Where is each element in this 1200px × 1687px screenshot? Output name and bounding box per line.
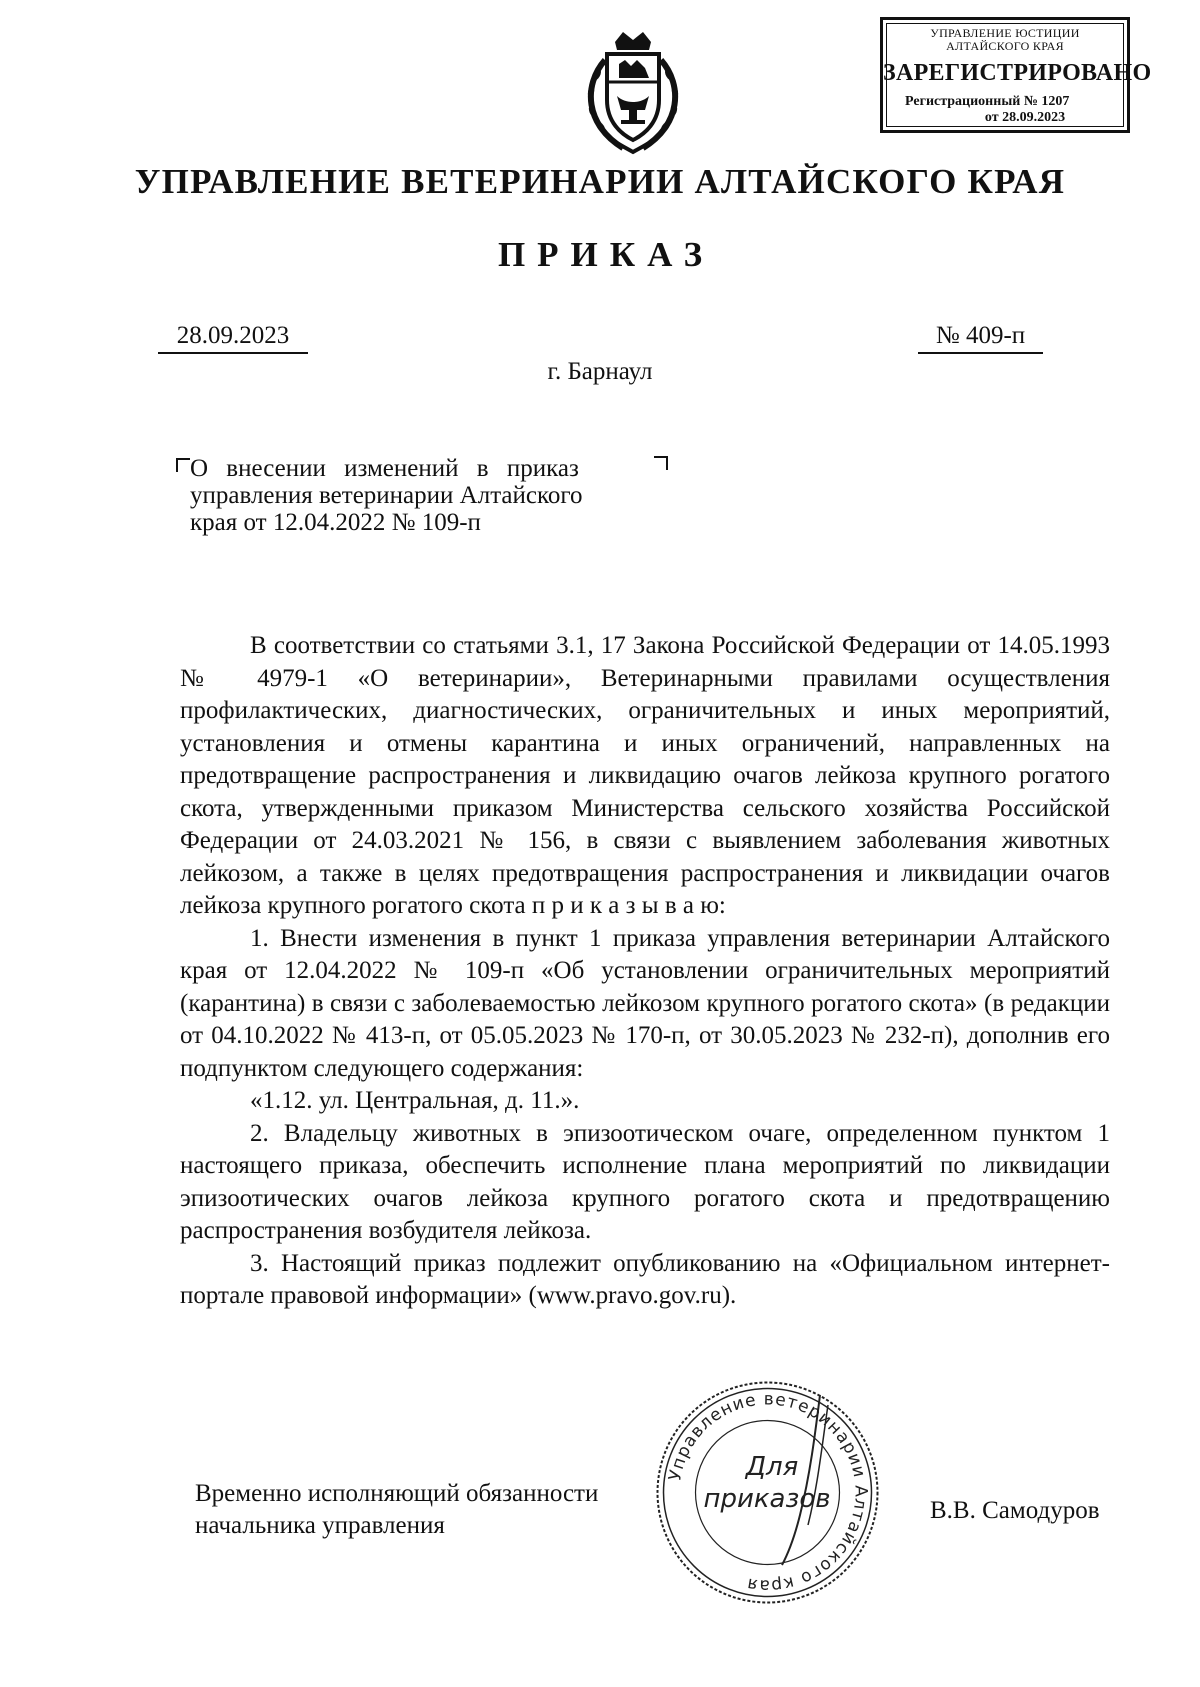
- item-1-quote: «1.12. ул. Центральная, д. 11.».: [250, 1087, 580, 1114]
- seal-center-line-1: Для: [745, 1452, 799, 1482]
- item-1-paragraph: 1. Внести изменения в пункт 1 приказа управления ветеринарии Алтайского края от 12.04.2022 № 109-п «Об установлении ограничительных мероприятий (карантина) в связи с заболеваемостью лейкозом крупного рогатого скота» (в редакции от 04.10.2022 № 413-п, от 05.05.2023 № 170-п, от 30.05.2023 № 232-п), дополнив его подпунктом следующего содержания:: [180, 924, 1110, 1082]
- subject-line-2: управления ветеринарии Алтайского: [190, 482, 583, 509]
- item-3-paragraph: 3. Настоящий приказ подлежит опубликованию на «Официальном интернет-портале правовой информации» (www.pravo.gov.ru).: [180, 1249, 1110, 1309]
- subject-line-3: края от 12.04.2022 № 109-п: [190, 509, 481, 536]
- document-type: ПРИКАЗ: [497, 235, 715, 274]
- stamp-registration-date: от 28.09.2023: [984, 110, 1066, 125]
- document-city: г. Барнаул: [547, 358, 653, 385]
- altai-krai-coat-of-arms-icon: [575, 30, 691, 158]
- document-date: 28.09.2023: [158, 320, 308, 354]
- document-subject: [190, 455, 658, 536]
- stamp-authority-line1: УПРАВЛЕНИЕ ЮСТИЦИИ: [930, 26, 1080, 40]
- signatory-role-line-2: начальника управления: [195, 1512, 445, 1539]
- seal-ring-text: Управление ветеринарии Алтайского края: [665, 1389, 871, 1596]
- document-body: [180, 630, 1110, 1313]
- subject-bracket-left: [176, 458, 190, 472]
- signatory-role-line-1: Временно исполняющий обязанности: [195, 1480, 599, 1507]
- stamp-authority-line2: АЛТАЙСКОГО КРАЯ: [946, 39, 1064, 53]
- signatory-role: [195, 1478, 598, 1542]
- subject-line-1: О внесении изменений в приказ: [190, 455, 579, 482]
- signatory-name: В.В. Самодуров: [930, 1497, 1100, 1524]
- item-2-paragraph: 2. Владельцу животных в эпизоотическом очаге, определенном пунктом 1 настоящего приказа, обеспечить исполнение плана мероприятий по ликвидации эпизоотических очагов лейкоза крупного рогатого скота и предотвращению распространения возбудителя лейкоза.: [180, 1119, 1110, 1244]
- stamp-status: ЗАРЕГИСТРИРОВАНО: [883, 60, 1152, 86]
- seal-center-line-2: приказов: [703, 1484, 831, 1514]
- stamp-registration-number: Регистрационный № 1207: [905, 94, 1070, 109]
- document-number: № 409-п: [918, 320, 1043, 354]
- official-seal-icon: [650, 1375, 885, 1610]
- organization-title: УПРАВЛЕНИЕ ВЕТЕРИНАРИИ АЛТАЙСКОГО КРАЯ: [134, 162, 1066, 201]
- registration-stamp: [880, 17, 1152, 133]
- preamble-paragraph: В соответствии со статьями 3.1, 17 Закона Российской Федерации от 14.05.1993 № 4979-1 «О ветеринарии», Ветеринарными правилами осуществления профилактических, диагностических, ограничительных и иных мероприятий, установления и отмены карантина и иных ограничений, направленных на предотвращение распространения и ликвидацию очагов лейкоза крупного рогатого скота, утвержденными приказом Министерства сельского хозяйства Российской Федерации от 24.03.2021 № 156, в связи с выявлением заболевания животных лейкозом, а также в целях предотвращения распространения и ликвидации очагов лейкоза крупного рогатого скота п р и к а з ы в а ю:: [180, 632, 1110, 919]
